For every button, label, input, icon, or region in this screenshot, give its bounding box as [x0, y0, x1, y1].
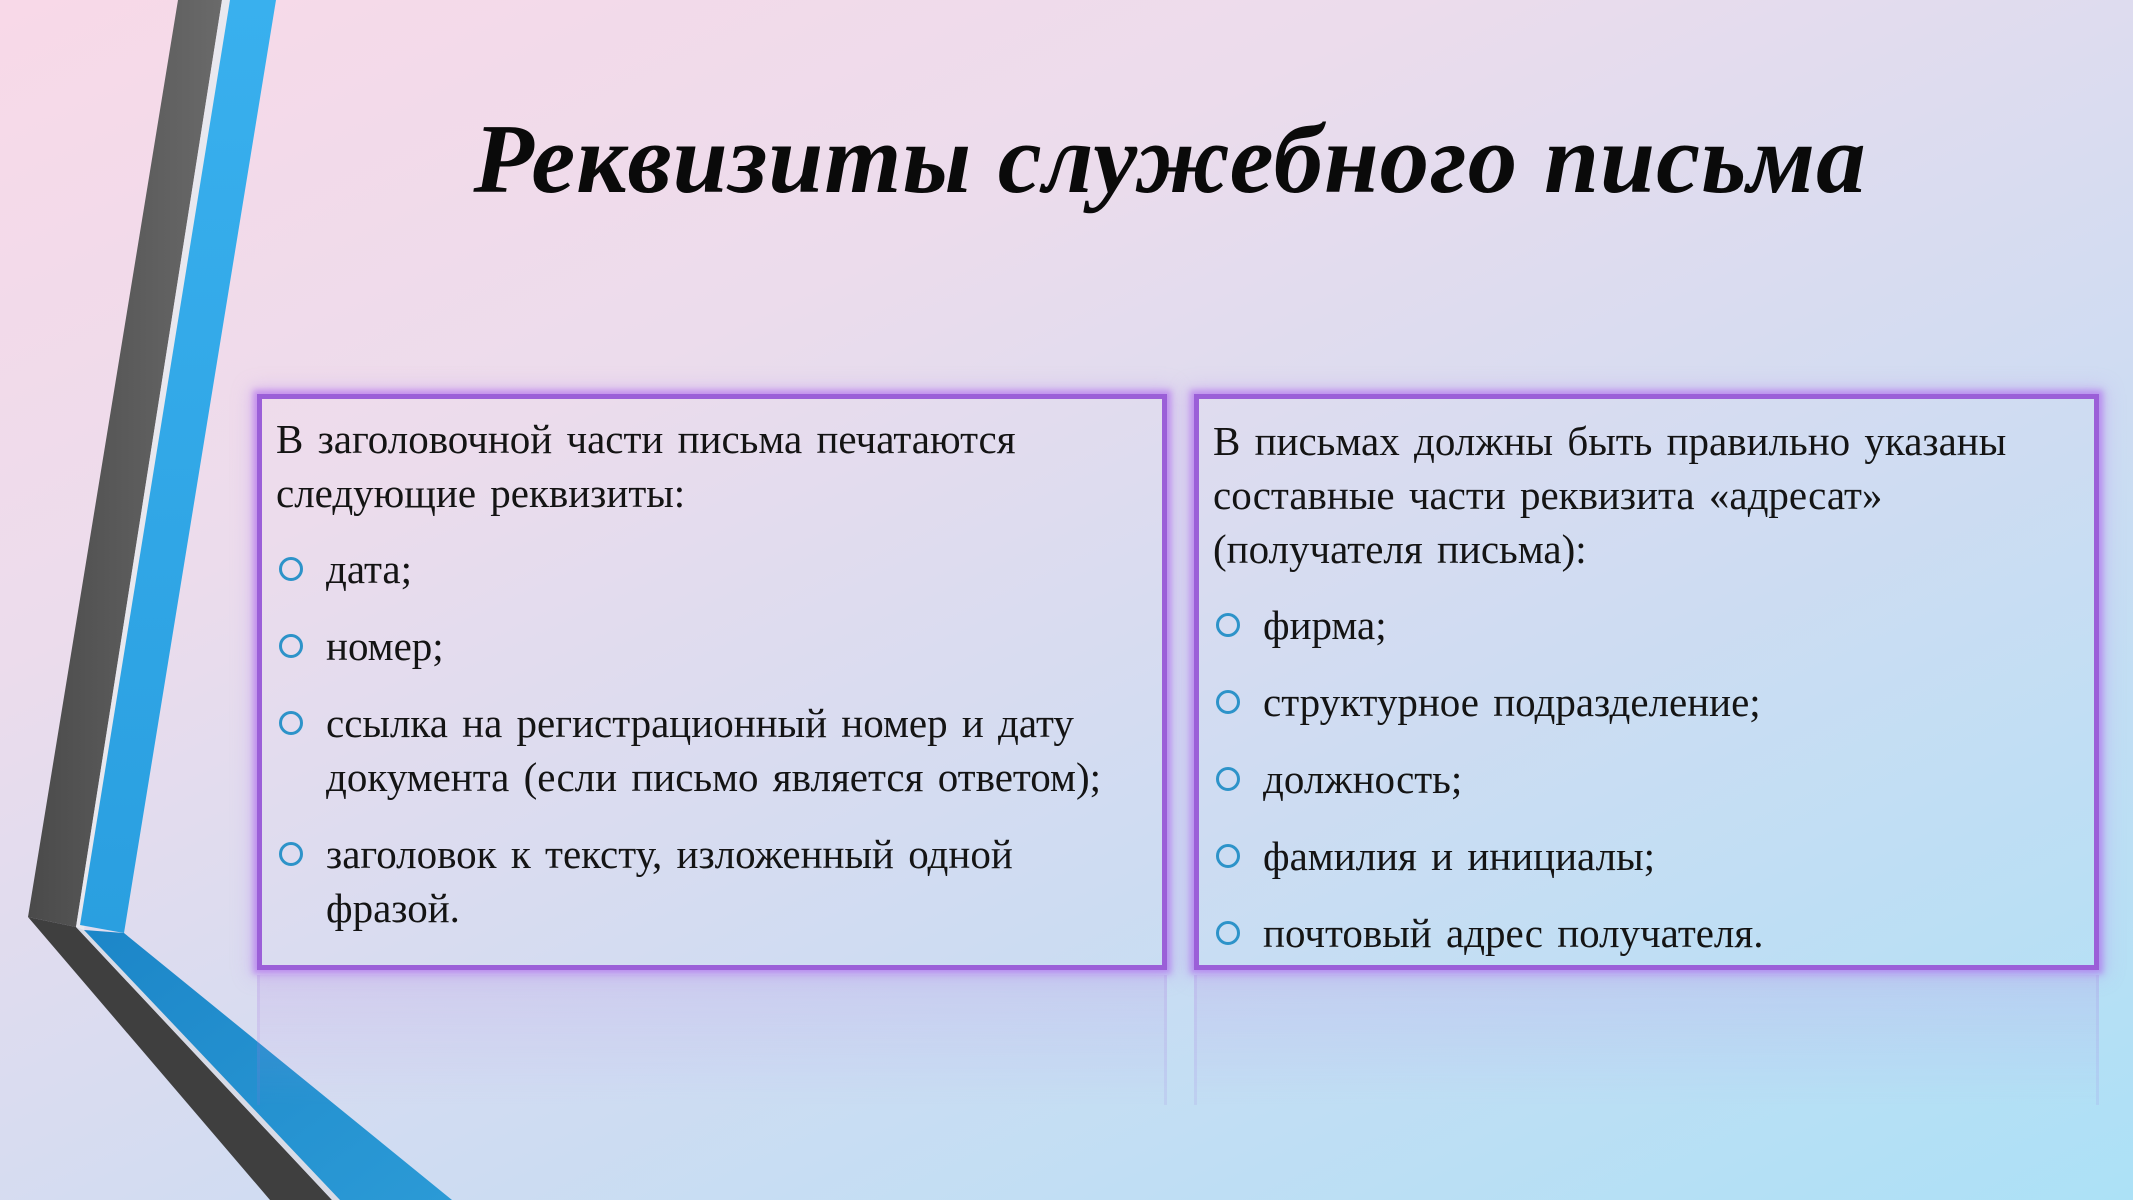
list-item [276, 619, 1156, 673]
hollow-circle-icon [279, 842, 303, 866]
list-item-text: номер; [326, 623, 444, 669]
stripe-highlight [76, 0, 230, 930]
list-item [276, 696, 1156, 804]
list-item-text: заголовок к тексту, изложенный одной фразой. [326, 831, 1013, 931]
right-panel-content [1213, 414, 2093, 983]
list-item [1213, 598, 2093, 652]
right-panel-intro: В письмах должны быть правильно указаны составные части реквизита «адресат» (получателя письма): [1213, 418, 2007, 572]
list-item-text: почтовый адрес получателя. [1263, 910, 1764, 956]
list-item [1213, 829, 2093, 883]
left-panel-reflection [257, 975, 1167, 1105]
hollow-circle-icon [1216, 613, 1240, 637]
list-item-text: структурное подразделение; [1263, 679, 1761, 725]
list-item [276, 542, 1156, 596]
list-item-text: фирма; [1263, 602, 1387, 648]
list-item [1213, 752, 2093, 806]
list-item-text: ссылка на регистрационный номер и дату документа (если письмо является ответом); [326, 700, 1102, 800]
hollow-circle-icon [279, 711, 303, 735]
list-item-text: фамилия и инициалы; [1263, 833, 1656, 879]
left-panel-content [276, 412, 1156, 958]
left-panel-intro: В заголовочной части письма печатаются следующие реквизиты: [276, 416, 1016, 516]
list-item-text: должность; [1263, 756, 1463, 802]
list-item [276, 827, 1156, 935]
left-panel-list [276, 542, 1156, 935]
slide-title: Реквизиты служебного письма [473, 105, 1867, 214]
hollow-circle-icon [279, 557, 303, 581]
hollow-circle-icon [1216, 844, 1240, 868]
hollow-circle-icon [1216, 921, 1240, 945]
right-panel-list [1213, 598, 2093, 960]
list-item [1213, 675, 2093, 729]
hollow-circle-icon [279, 634, 303, 658]
list-item [1213, 906, 2093, 960]
right-panel-reflection [1194, 975, 2099, 1105]
hollow-circle-icon [1216, 767, 1240, 791]
list-item-text: дата; [326, 546, 413, 592]
hollow-circle-icon [1216, 690, 1240, 714]
